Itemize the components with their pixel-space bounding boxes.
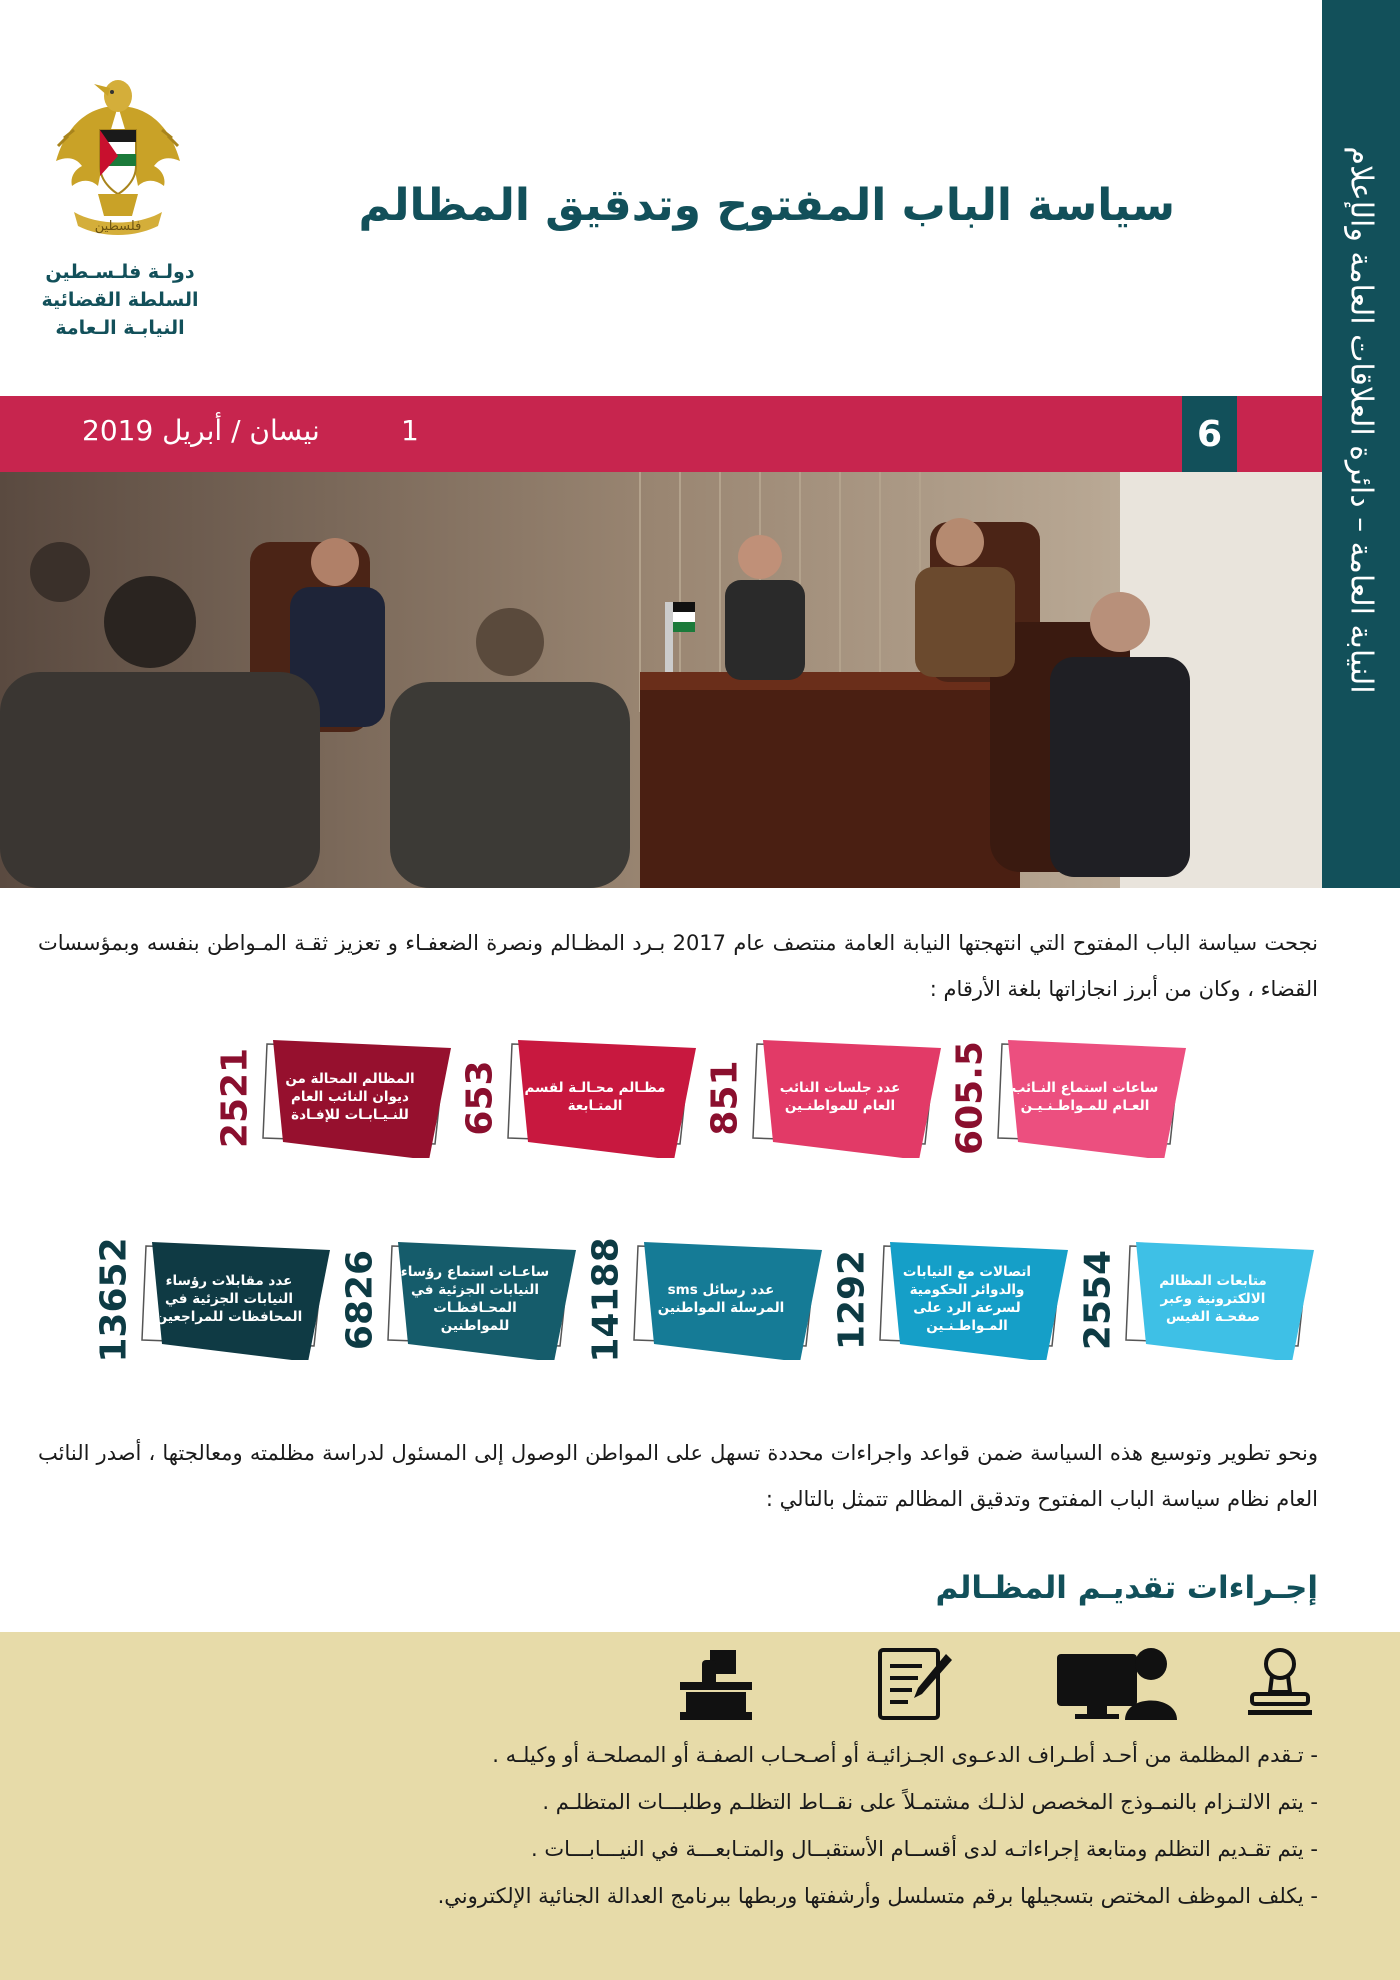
sidebar-band [1322,0,1400,888]
org-line-authority: السلطة القضائية [41,289,199,311]
issue-date-month: نيسان / أبريل 2019 [82,414,320,447]
procedure-item: - يتم الالتـزام بالنمـوذج المخصص لذلـك مشتمـلاً على نقــاط التظلـم وطلبـــات المتظلـم . [542,1790,1318,1814]
computer-user-icon [1055,1646,1180,1722]
issue-date-day: 1 [401,414,419,447]
stat-value-container [585,1237,627,1363]
stat-value: 1292 [831,1249,873,1351]
procedure-item: - يكلف الموظف المختص بتسجيلها برقم متسلسل وأرشفتها وربطها ببرنامج العدالة الجنائية الإلكتروني. [437,1884,1318,1908]
stat-value: 14188 [585,1237,627,1363]
stat-value-container [93,1237,135,1363]
stat-card [705,1038,945,1158]
ballot-box-icon [676,1646,756,1722]
stat-value-container [460,1038,500,1158]
stat-value-container [950,1038,990,1158]
palestine-eagle-emblem [48,66,188,246]
stat-label: ساعات استماع النـائب العـام للمـواطـنـيـن [1011,1080,1159,1114]
organization-name [20,258,220,342]
stat-value-container [705,1038,745,1158]
procedures-heading: إجـراءات تقديـم المظـالم [935,1570,1318,1606]
stat-value: 6826 [339,1249,381,1351]
stat-value: 851 [704,1060,746,1136]
page-title: سياسة الباب المفتوح وتدقيق المظالم [358,180,1175,231]
stat-value-container [215,1038,255,1158]
stat-value: 605.5 [949,1041,991,1155]
stat-card [460,1038,700,1158]
stat-label: متابعات المظالم الالكترونية وعبر صفحـة الفيس [1159,1273,1267,1325]
stat-label: ساعـات استماع رؤساء النيابات الجزئية في المحـافظـات للمواطنين [400,1264,550,1334]
stat-label: عدد جلسات النائب العام للمواطنـين [779,1080,901,1114]
stat-value: 653 [459,1060,501,1136]
intro-paragraph: نجحت سياسة الباب المفتوح التي انتهجتها النيابة العامة منتصف عام 2017 بـرد المظـالم ونصرة الضعفـاء و تعزيز ثقـة المـواطن بنفسه وبمؤسسات القضاء ، وكان من أبرز انجازاتها بلغة الأرقام : [38,931,1318,1001]
stat-label: اتصالات مع النيابات والدوائر الحكومية لسرعة الرد على المـواطـنـين [902,1264,1032,1334]
stat-card [832,1240,1072,1360]
stat-value-container [340,1240,380,1360]
stat-card [585,1237,826,1363]
stat-value: 2521 [214,1047,256,1149]
document-pen-icon [874,1646,954,1722]
org-line-state: دولـة فلـسـطين [45,261,195,283]
stat-value-container [832,1240,872,1360]
stat-label: عدد رسائل sms المرسلة المواطنين [657,1282,785,1316]
stat-value: 2554 [1077,1249,1119,1351]
meeting-photo [0,472,1322,888]
stat-label: المظالم المحالة من ديوان النائب العام للنـيـابـات للإفـادة [285,1071,415,1123]
stat-value-container [1078,1240,1118,1360]
sidebar-text: النيابة العامة – دائرة العلاقات العامة والإعلام [1343,146,1379,694]
development-paragraph: ونحو تطوير وتوسيع هذه السياسة ضمن قواعد واجراءات محددة تسهل على المواطن الوصول إلى المسئول لدراسة مظلمته ومعالجتها ، أصدر النائب العام نظام سياسة الباب المفتوح وتدقيق المظالم تتمثل بالتالي : [38,1441,1318,1511]
stat-card [340,1240,580,1360]
stat-card [950,1038,1190,1158]
stat-label: مظـالم محـالـة لقسم المتـابعة [524,1080,666,1114]
stat-card [93,1237,334,1363]
procedure-item: - تـقدم المظلمة من أحـد أطـراف الدعـوى الجـزائيـة أو أصـحـاب الصفـة أو المصلحـة أو وكيلـه . [492,1743,1318,1767]
svg-text:فلسطين: فلسطين [94,219,142,234]
stat-label: عدد مقابلات رؤساء النيابات الجزئية في المحافظات للمراجعين [155,1273,303,1325]
procedure-item: - يتم تقـديم التظلم ومتابعة إجراءاتـه لدى أقســام الأستقبــال والمتـابعـــة في النيـــابـــات . [531,1837,1318,1861]
issue-number: 6 [1182,396,1237,474]
stat-card [215,1038,455,1158]
stamp-icon [1240,1646,1320,1722]
org-line-prosecution: النيابـة الـعامة [55,317,185,339]
stat-value: 13652 [93,1237,135,1363]
stat-card [1078,1240,1318,1360]
